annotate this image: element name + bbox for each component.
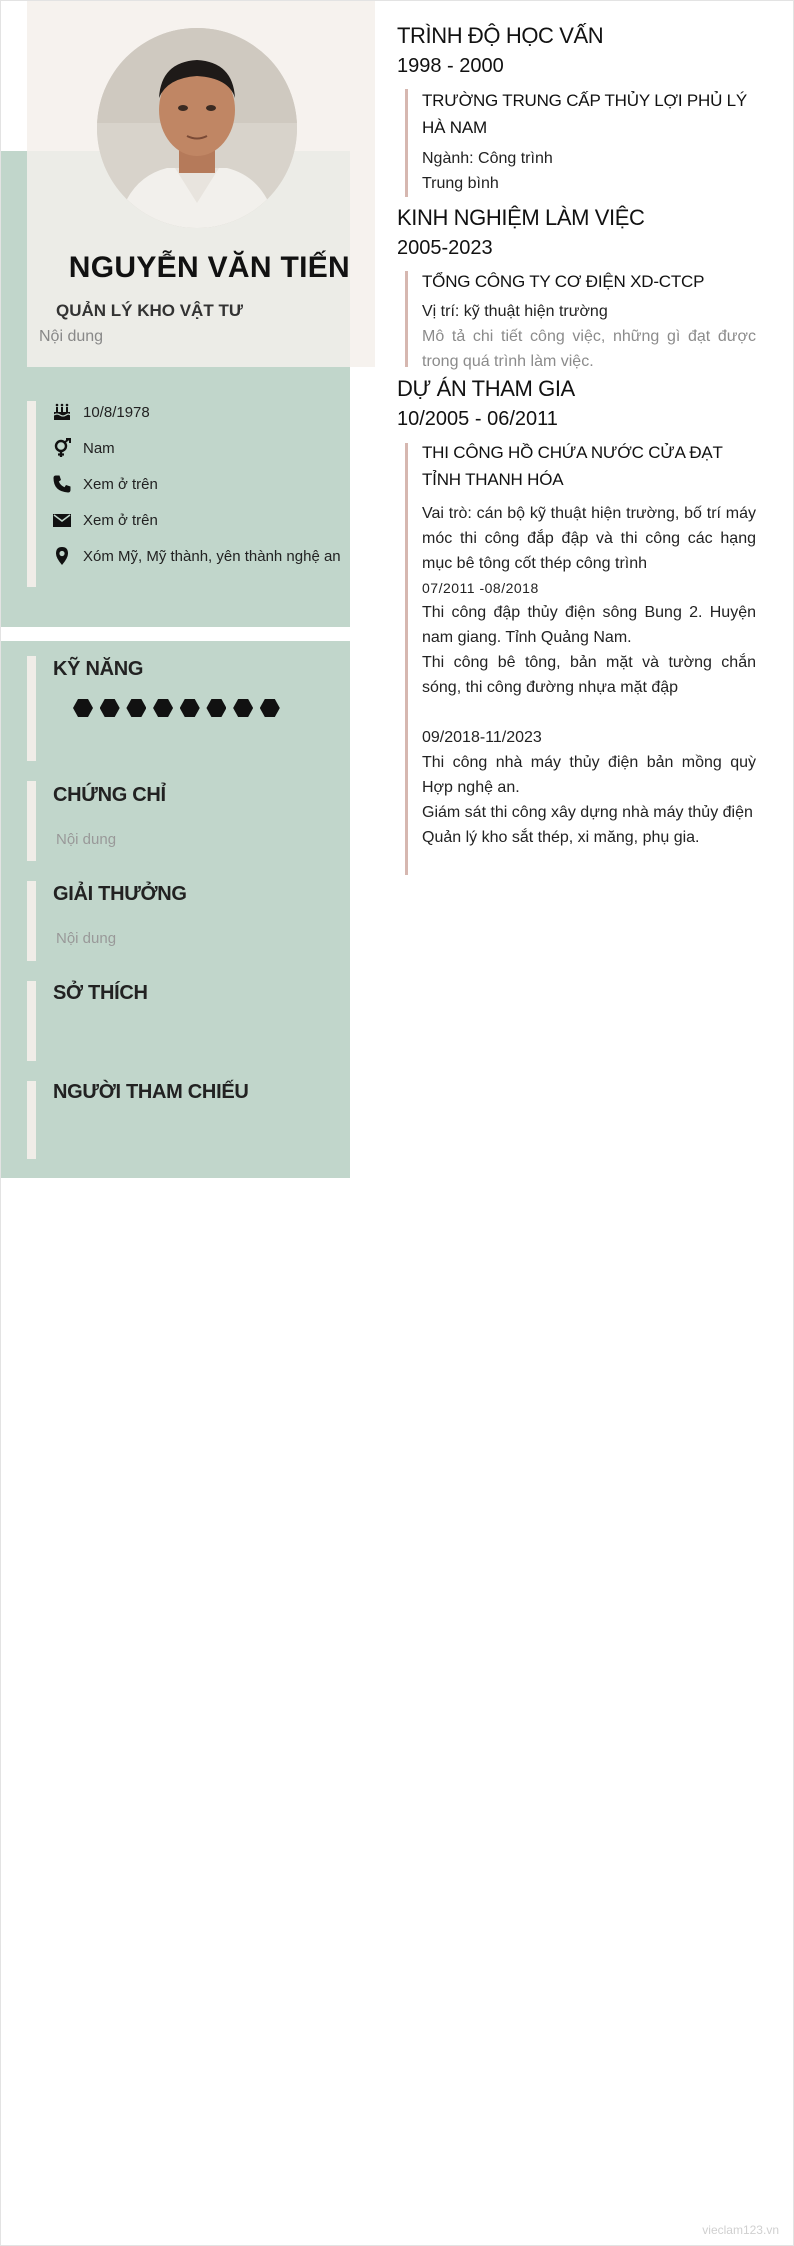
experience-description: Mô tả chi tiết công việc, những gì đạt được trong quá trình làm việc. bbox=[422, 328, 756, 370]
skill-dot-icon bbox=[126, 699, 146, 717]
school-name: TRƯỜNG TRUNG CẤP THỦY LỢI PHỦ LÝ HÀ NAM bbox=[422, 91, 748, 137]
project-desc-3c: Quản lý kho sắt thép, xi măng, phụ gia. bbox=[422, 829, 700, 846]
email-icon bbox=[51, 509, 73, 531]
projects-block bbox=[422, 439, 756, 850]
candidate-name: NGUYỄN VĂN TIẾN bbox=[68, 251, 350, 284]
gender-value: Nam bbox=[83, 440, 115, 457]
hobbies-accent-bar bbox=[27, 981, 36, 1061]
skill-dot-icon bbox=[180, 699, 200, 717]
experience-title: KINH NGHIỆM LÀM VIỆC bbox=[397, 205, 645, 230]
candidate-position: QUẢN LÝ KHO VẬT TƯ bbox=[56, 301, 243, 320]
skill-dot-icon bbox=[206, 699, 226, 717]
email-value: Xem ở trên bbox=[83, 512, 158, 529]
awards-placeholder: Nội dung bbox=[56, 930, 117, 947]
skill-dot-icon bbox=[153, 699, 173, 717]
experience-block bbox=[422, 268, 756, 374]
contact-phone bbox=[51, 473, 341, 495]
certificates-accent-bar bbox=[27, 781, 36, 861]
project-desc-2a: Thi công đập thủy điện sông Bung 2. Huyện nam giang. Tỉnh Quảng Nam. bbox=[422, 604, 756, 646]
contact-birthday bbox=[51, 401, 341, 423]
project-desc-3b: Giám sát thi công xây dựng nhà máy thủy điện bbox=[422, 804, 753, 821]
skill-dot-icon bbox=[73, 699, 93, 717]
avatar bbox=[97, 28, 297, 228]
birthday-value: 10/8/1978 bbox=[83, 404, 150, 421]
skill-dot-icon bbox=[233, 699, 253, 717]
gender-icon bbox=[51, 437, 73, 459]
education-title: TRÌNH ĐỘ HỌC VẤN bbox=[397, 23, 604, 48]
skill-rating bbox=[73, 699, 287, 717]
experience-date: 2005-2023 bbox=[397, 237, 493, 259]
contact-gender bbox=[51, 437, 341, 459]
projects-title: DỰ ÁN THAM GIA bbox=[397, 376, 575, 401]
experience-role: Vị trí: kỹ thuật hiện trường bbox=[422, 303, 608, 320]
skill-dot-icon bbox=[260, 699, 280, 717]
project-date-3: 09/2018-11/2023 bbox=[422, 729, 542, 746]
education-major: Ngành: Công trình bbox=[422, 150, 553, 167]
experience-accent-bar bbox=[405, 271, 408, 367]
education-grade: Trung bình bbox=[422, 175, 499, 192]
avatar-photo-icon bbox=[97, 28, 297, 228]
education-block bbox=[422, 87, 756, 196]
education-accent-bar bbox=[405, 89, 408, 197]
phone-icon bbox=[51, 473, 73, 495]
references-title: NGƯỜI THAM CHIẾU bbox=[53, 1081, 249, 1103]
watermark: vieclam123.vn bbox=[702, 2223, 779, 2237]
birthday-cake-icon bbox=[51, 401, 73, 423]
contact-accent-bar bbox=[27, 401, 36, 587]
skills-title: KỸ NĂNG bbox=[53, 658, 144, 680]
references-accent-bar bbox=[27, 1081, 36, 1159]
skills-accent-bar bbox=[27, 656, 36, 761]
location-pin-icon bbox=[51, 545, 73, 567]
projects-accent-bar bbox=[405, 443, 408, 875]
project-desc-2b: Thi công bê tông, bản mặt và tường chắn sóng, thi công đường nhựa mặt đập bbox=[422, 654, 756, 696]
phone-value: Xem ở trên bbox=[83, 476, 158, 493]
skill-dot-icon bbox=[100, 699, 120, 717]
awards-accent-bar bbox=[27, 881, 36, 961]
hobbies-title: SỞ THÍCH bbox=[53, 982, 148, 1004]
project-desc-3a: Thi công nhà máy thủy điện bản mồng quỳ Hợp nghệ an. bbox=[422, 754, 756, 796]
projects-date: 10/2005 - 06/2011 bbox=[397, 408, 558, 430]
certificates-placeholder: Nội dung bbox=[56, 831, 117, 848]
project-role: Vai trò: cán bộ kỹ thuật hiện trường, bố trí máy móc thi công đắp đập và thi công các hạng mục bê tông cốt thép công trình bbox=[422, 505, 756, 572]
certificates-title: CHỨNG CHỈ bbox=[53, 784, 166, 806]
summary-placeholder: Nội dung bbox=[39, 328, 104, 345]
project-name: THI CÔNG HỒ CHỨA NƯỚC CỬA ĐẠT TỈNH THANH HÓA bbox=[422, 443, 723, 489]
contact-email bbox=[51, 509, 341, 531]
contact-address bbox=[51, 545, 341, 567]
awards-title: GIẢI THƯỞNG bbox=[53, 883, 187, 905]
project-date-2: 07/2011 -08/2018 bbox=[422, 580, 539, 596]
company-name: TỔNG CÔNG TY CƠ ĐIỆN XD-CTCP bbox=[422, 272, 705, 291]
education-date: 1998 - 2000 bbox=[397, 55, 504, 77]
contact-list bbox=[51, 401, 341, 581]
address-value: Xóm Mỹ, Mỹ thành, yên thành nghệ an bbox=[83, 548, 341, 565]
